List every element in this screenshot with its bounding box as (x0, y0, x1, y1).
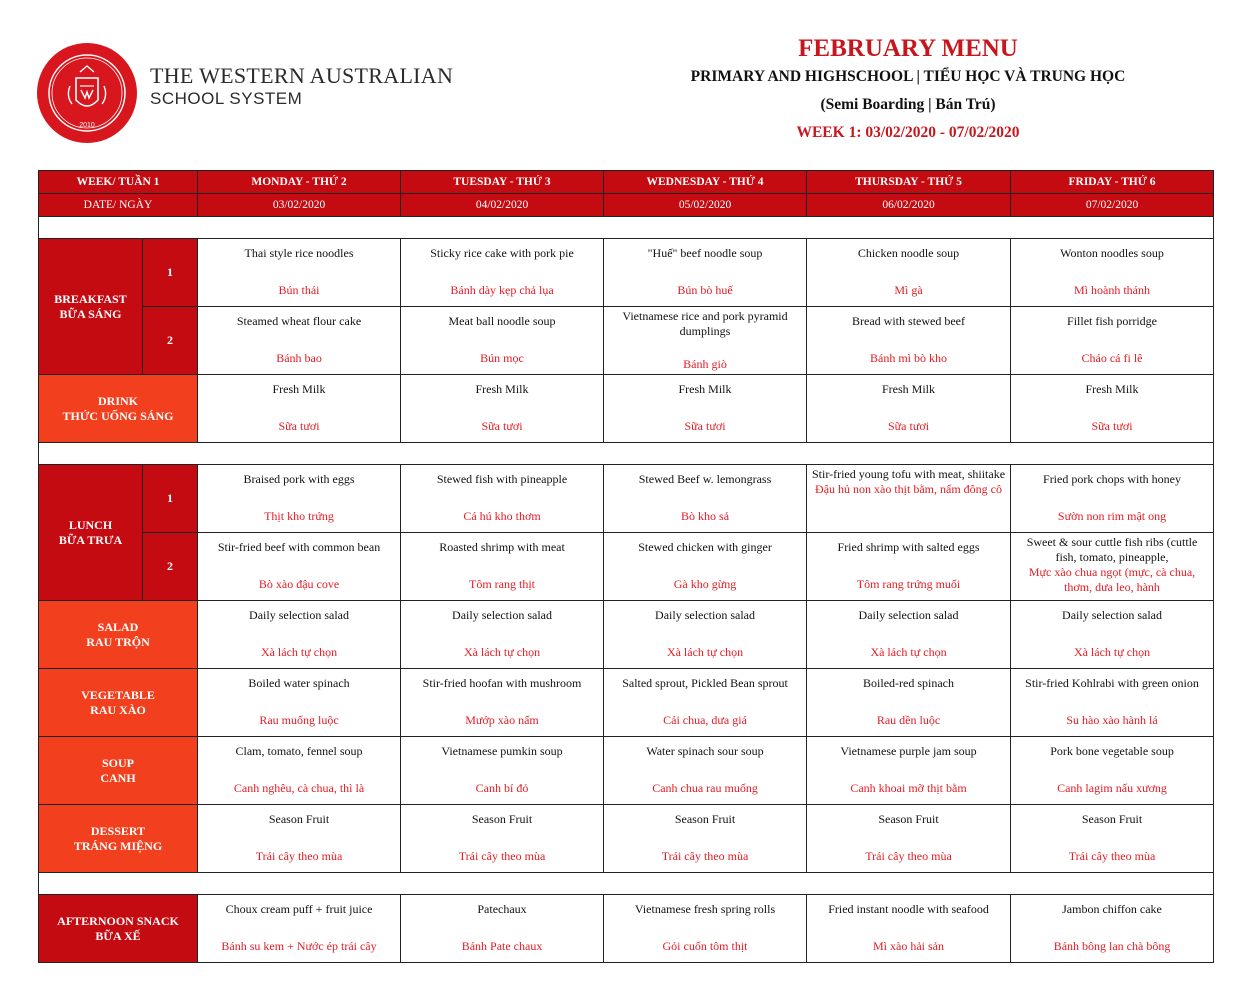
week-label: WEEK/ TUẦN 1 (39, 171, 198, 194)
category-drink-en: DRINK (98, 393, 139, 408)
dish-en: Meat ball noodle soup (448, 314, 556, 328)
menu-cell (604, 737, 807, 805)
dish-en: Stewed fish with pineapple (436, 472, 568, 486)
dish-en: Stir-fried hoofan with mushroom (422, 676, 582, 690)
school-logo (36, 42, 138, 144)
dish-vn: Trái cây theo mùa (865, 849, 952, 863)
dish-en: Roasted shrimp with meat (439, 540, 565, 554)
dish-en: Daily selection salad (858, 608, 959, 622)
soup-row (39, 737, 1214, 805)
dish-en: Stir-fried young tofu with meat, shiitake (811, 467, 1006, 481)
menu-cell (604, 239, 807, 307)
menu-cell (807, 601, 1011, 669)
menu-cell (1011, 375, 1214, 443)
menu-cell (198, 601, 401, 669)
menu-cell (198, 465, 401, 533)
menu-cell (807, 533, 1011, 601)
menu-cell (401, 465, 604, 533)
dish-vn: Gà kho gừng (673, 577, 737, 591)
date-friday: 07/02/2020 (1011, 194, 1214, 217)
dish-vn: Canh lagim nấu xương (1057, 781, 1167, 795)
dish-en: Choux cream puff + fruit juice (225, 902, 373, 916)
category-vegetable-en: VEGETABLE (81, 687, 155, 702)
dish-en: Thai style rice noodles (244, 246, 354, 260)
menu-cell (807, 465, 1011, 533)
menu-table (38, 170, 1214, 963)
menu-cell (604, 465, 807, 533)
dish-vn: Canh nghêu, cà chua, thì là (233, 781, 365, 795)
dish-en: Pork bone vegetable soup (1050, 744, 1174, 758)
menu-cell (198, 375, 401, 443)
menu-cell (198, 737, 401, 805)
category-dessert-en: DESSERT (90, 823, 146, 838)
category-drink-vn: THỨC UỐNG SÁNG (62, 408, 174, 423)
menu-cell (401, 737, 604, 805)
menu-cell (807, 375, 1011, 443)
dish-vn: Gỏi cuốn tôm thịt (662, 939, 748, 953)
dish-en: Fried instant noodle with seafood (828, 902, 989, 916)
dish-vn: Tôm rang trứng muối (856, 577, 961, 591)
menu-titles (640, 34, 1176, 144)
dish-vn: Trái cây theo mùa (1068, 849, 1156, 863)
dish-vn: Bánh bao (276, 351, 322, 365)
dish-vn: Đậu hủ non xào thịt bằm, nấm đông cô (815, 482, 1002, 496)
dish-vn: Bánh Pate chaux (461, 939, 543, 953)
header-row (39, 171, 1214, 194)
option-number: 1 (143, 465, 198, 533)
dish-vn: Cháo cá fi lê (1081, 351, 1143, 365)
dish-en: Braised pork with eggs (243, 472, 355, 486)
category-vegetable (39, 669, 198, 737)
menu-cell (807, 805, 1011, 873)
dish-vn: Xà lách tự chọn (260, 645, 338, 659)
dish-vn: Sườn non rim mật ong (1057, 509, 1167, 523)
dish-vn: Cá hú kho thơm (463, 509, 541, 523)
dish-vn: Trái cây theo mùa (458, 849, 546, 863)
dish-en: Season Fruit (674, 812, 736, 826)
menu-cell (401, 375, 604, 443)
menu-cell (807, 737, 1011, 805)
day-thursday: THURSDAY - THỨ 5 (807, 171, 1011, 194)
boarding-label: (Semi Boarding | Bán Trú) (820, 96, 996, 113)
school-seal-icon (36, 42, 138, 144)
lunch-row-1 (39, 465, 1214, 533)
menu-cell (401, 601, 604, 669)
dish-vn: Rau muống luộc (259, 713, 339, 727)
category-soup (39, 737, 198, 805)
dish-en: Stewed Beef w. lemongrass (638, 472, 772, 486)
menu-cell (1011, 239, 1214, 307)
menu-cell (604, 533, 807, 601)
category-soup-en: SOUP (102, 755, 135, 770)
dish-vn: Bò xào đậu cove (258, 577, 340, 591)
dish-en: Boiled-red spinach (863, 676, 954, 690)
dish-en: Season Fruit (878, 812, 939, 826)
dish-en: Boiled water spinach (248, 676, 350, 690)
dish-vn: Xà lách tự chọn (1073, 645, 1151, 659)
dish-en: Daily selection salad (655, 608, 755, 622)
category-breakfast-vn: BỮA SÁNG (59, 306, 122, 321)
spacer-cell (39, 217, 1214, 239)
page-subtitle: PRIMARY AND HIGHSCHOOL | TIỂU HỌC VÀ TRUNG HỌC (690, 68, 1126, 85)
day-friday: FRIDAY - THỨ 6 (1011, 171, 1214, 194)
dish-vn: Cải chua, dưa giá (663, 713, 747, 727)
dish-en: Vietnamese purple jam soup (840, 744, 977, 758)
dish-en: Wonton noodles soup (1060, 246, 1164, 260)
menu-cell (401, 533, 604, 601)
dish-en: Vietnamese fresh spring rolls (634, 902, 776, 916)
spacer-cell (39, 443, 1214, 465)
dish-vn: Trái cây theo mùa (661, 849, 749, 863)
menu-cell (604, 669, 807, 737)
category-breakfast (39, 239, 143, 375)
menu-cell (1011, 307, 1214, 375)
dish-en: Steamed wheat flour cake (236, 314, 362, 328)
lunch-row-2 (39, 533, 1214, 601)
category-breakfast-en: BREAKFAST (54, 291, 127, 306)
category-snack (39, 895, 198, 963)
dish-vn: Canh khoai mỡ thịt bằm (850, 781, 967, 795)
dish-vn: Tôm rang thịt (469, 577, 536, 591)
dish-vn: Mì hoành thánh (1074, 283, 1151, 297)
dish-vn: Canh bí đỏ (475, 781, 529, 795)
category-lunch (39, 465, 143, 601)
dish-en: Daily selection salad (249, 608, 349, 622)
menu-cell (1011, 805, 1214, 873)
dish-vn: Sữa tươi (1091, 419, 1133, 433)
menu-cell (807, 895, 1011, 963)
vegetable-row (39, 669, 1214, 737)
dish-vn: Sữa tươi (888, 419, 930, 433)
category-dessert (39, 805, 198, 873)
dish-vn: Bò kho sả (681, 509, 730, 523)
dish-vn: Bánh mì bò kho (870, 351, 948, 365)
category-lunch-vn: BỮA TRƯA (58, 532, 123, 547)
menu-cell (198, 533, 401, 601)
date-wednesday: 05/02/2020 (604, 194, 807, 217)
spacer-row (39, 217, 1214, 239)
dish-vn: Bánh bông lan chà bông (1053, 939, 1171, 953)
salad-row (39, 601, 1214, 669)
menu-cell (604, 895, 807, 963)
dish-vn: Bánh su kem + Nước ép trái cây (221, 939, 377, 953)
date-tuesday: 04/02/2020 (401, 194, 604, 217)
dish-en: Vietnamese rice and pork pyramid dumplings (622, 309, 788, 338)
dish-en: Sticky rice cake with pork pie (430, 246, 574, 260)
dish-vn: Mì gà (894, 283, 923, 297)
dish-vn: Rau dền luộc (876, 713, 941, 727)
dish-en: Patechaux (477, 902, 527, 916)
dish-vn: Sữa tươi (278, 419, 320, 433)
menu-cell (807, 239, 1011, 307)
dish-en: Fresh Milk (678, 382, 732, 396)
dish-en: Daily selection salad (1062, 608, 1162, 622)
menu-cell (1011, 465, 1214, 533)
dish-vn: Xà lách tự chọn (666, 645, 744, 659)
spacer-row (39, 443, 1214, 465)
category-snack-en: AFTERNOON SNACK (57, 913, 179, 928)
menu-cell (807, 307, 1011, 375)
svg-text:2010: 2010 (79, 122, 95, 129)
dish-en: Fried pork chops with honey (1043, 472, 1181, 486)
menu-cell (401, 805, 604, 873)
dish-en: Fillet fish porridge (1067, 314, 1158, 328)
dish-en: Stir-fried Kohlrabi with green onion (1025, 676, 1199, 690)
dish-vn: Mực xào chua ngọt (mực, cà chua, thơm, dưa leo, hành (1028, 565, 1196, 594)
dish-vn: Sữa tươi (481, 419, 523, 433)
menu-cell (807, 669, 1011, 737)
dish-en: Chicken noodle soup (857, 246, 960, 260)
menu-cell (1011, 533, 1214, 601)
date-row (39, 194, 1214, 217)
menu-cell (604, 307, 807, 375)
menu-cell (1011, 669, 1214, 737)
menu-cell (604, 805, 807, 873)
page-title: FEBRUARY MENU (798, 35, 1018, 62)
day-wednesday: WEDNESDAY - THỨ 4 (604, 171, 807, 194)
dish-en: Fresh Milk (1085, 382, 1139, 396)
date-thursday: 06/02/2020 (807, 194, 1011, 217)
option-number: 1 (143, 239, 198, 307)
week-range: WEEK 1: 03/02/2020 - 07/02/2020 (796, 124, 1020, 141)
category-dessert-vn: TRÁNG MIỆNG (73, 838, 163, 853)
snack-row (39, 895, 1214, 963)
dish-vn: Thịt kho trứng (264, 509, 334, 523)
menu-cell (198, 669, 401, 737)
dish-en: Fresh Milk (475, 382, 529, 396)
dish-en: Clam, tomato, fennel soup (235, 744, 363, 758)
breakfast-row-1 (39, 239, 1214, 307)
dish-en: Daily selection salad (452, 608, 552, 622)
dish-en: Fresh Milk (272, 382, 326, 396)
dish-vn: Mướp xào nấm (465, 713, 539, 727)
dish-vn: Canh chua rau muống (652, 781, 758, 795)
dish-vn: Sữa tươi (684, 419, 726, 433)
breakfast-row-2 (39, 307, 1214, 375)
dish-vn: Xà lách tự chọn (463, 645, 541, 659)
dish-en: Season Fruit (268, 812, 330, 826)
dish-vn: Trái cây theo mùa (255, 849, 343, 863)
menu-cell (1011, 601, 1214, 669)
option-number: 2 (143, 307, 198, 375)
dish-vn: Bún bò huế (677, 283, 733, 297)
menu-cell (198, 239, 401, 307)
dish-en: Bread with stewed beef (852, 314, 965, 328)
menu-cell (198, 307, 401, 375)
menu-cell (604, 375, 807, 443)
dish-en: "Huế" beef noodle soup (647, 246, 763, 260)
dish-vn: Xà lách tự chọn (870, 645, 947, 659)
dish-en: Season Fruit (1081, 812, 1143, 826)
option-number: 2 (143, 533, 198, 601)
menu-cell (401, 307, 604, 375)
menu-cell (401, 239, 604, 307)
date-monday: 03/02/2020 (198, 194, 401, 217)
menu-cell (401, 895, 604, 963)
school-name (150, 64, 453, 110)
dish-en: Fried shrimp with salted eggs (837, 540, 980, 554)
dish-en: Sweet & sour cuttle fish ribs (cuttle fish, tomato, pineapple, (1026, 535, 1198, 564)
category-salad-vn: RAU TRỘN (86, 634, 150, 649)
date-label: DATE/ NGÀY (39, 194, 198, 217)
category-drink (39, 375, 198, 443)
dish-en: Water spinach sour soup (646, 744, 764, 758)
menu-cell (198, 895, 401, 963)
dish-en: Salted sprout, Pickled Bean sprout (622, 676, 788, 690)
dish-vn: Bánh dày kẹp chả lụa (450, 283, 554, 297)
menu-cell (198, 805, 401, 873)
dish-vn: Bún thái (278, 283, 320, 297)
dish-en: Fresh Milk (882, 382, 936, 396)
category-soup-vn: CANH (100, 770, 136, 785)
category-lunch-en: LUNCH (68, 517, 113, 532)
day-tuesday: TUESDAY - THỨ 3 (401, 171, 604, 194)
dish-vn: Bánh giò (683, 357, 727, 371)
dish-en: Stewed chicken with ginger (638, 540, 772, 554)
dish-vn: Bún mọc (480, 351, 524, 365)
category-salad (39, 601, 198, 669)
dish-vn: Su hào xào hành lá (1066, 713, 1158, 727)
dessert-row (39, 805, 1214, 873)
menu-cell (401, 669, 604, 737)
dish-en: Jambon chiffon cake (1062, 902, 1162, 916)
spacer-row (39, 873, 1214, 895)
menu-cell (604, 601, 807, 669)
menu-cell (1011, 737, 1214, 805)
school-name-line1: THE WESTERN AUSTRALIAN (150, 63, 454, 88)
dish-vn: Mì xào hải sản (873, 939, 945, 953)
day-monday: MONDAY - THỨ 2 (198, 171, 401, 194)
menu-cell (1011, 895, 1214, 963)
category-vegetable-vn: RAU XÀO (90, 702, 146, 717)
drink-row (39, 375, 1214, 443)
spacer-cell (39, 873, 1214, 895)
dish-en: Vietnamese pumkin soup (441, 744, 563, 758)
school-name-line2: SCHOOL SYSTEM (150, 89, 303, 108)
category-salad-en: SALAD (97, 619, 139, 634)
category-snack-vn: BỮA XẾ (95, 928, 141, 943)
dish-en: Stir-fried beef with common bean (217, 540, 381, 554)
dish-en: Season Fruit (471, 812, 533, 826)
